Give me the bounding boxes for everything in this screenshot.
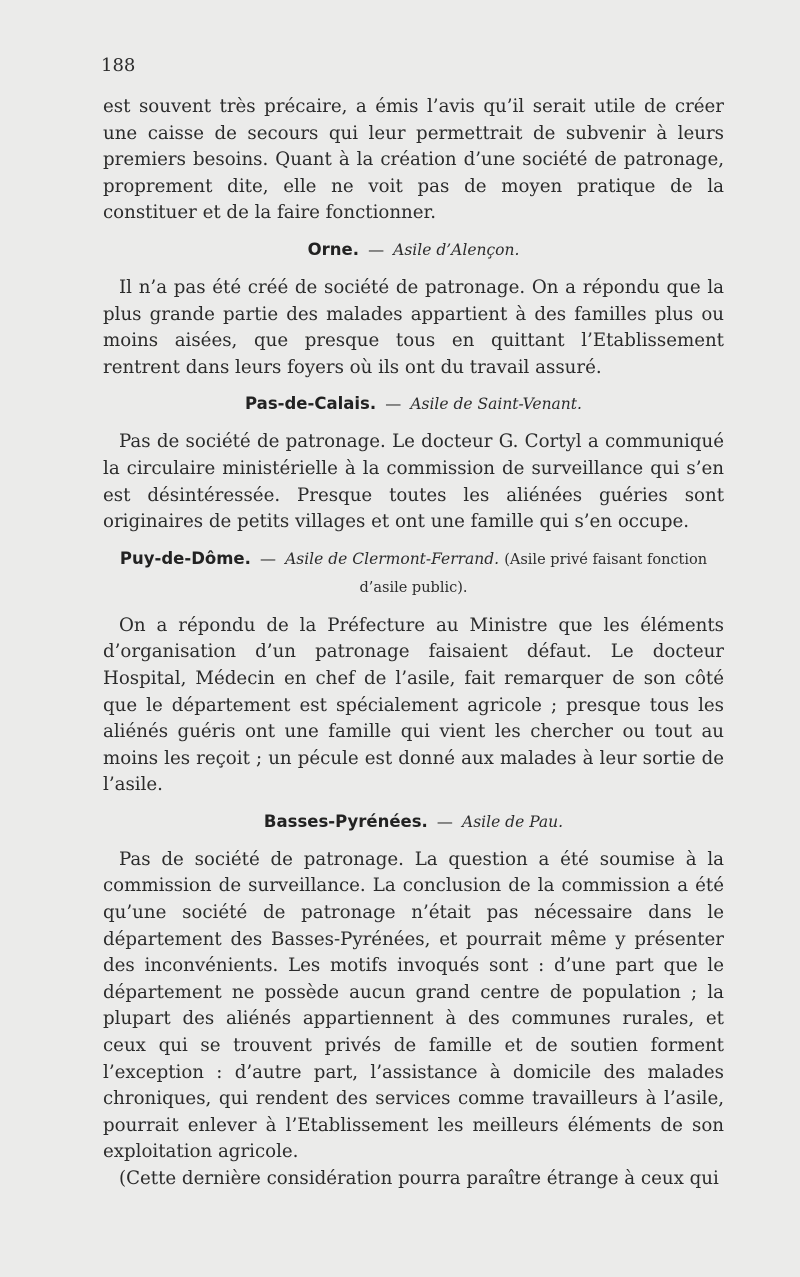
heading-dash: — xyxy=(385,394,402,414)
asylum-note-continued: d’asile public). xyxy=(359,579,468,596)
department-name: Basses-Pyrénées. xyxy=(263,811,428,831)
paragraph-pas-de-calais: Pas de société de patronage. Le docteur G. Cortyl a communiqué la circulaire ministérielle à la commission de surveillance qui s’en est désintéressée. Presque toutes les aliénées guéries sont originaires de petits villages et ont une famille qui s’en occupe. xyxy=(103,431,724,533)
paragraph-orne: Il n’a pas été créé de société de patronage. On a répondu que la plus grande partie des malades appartient à des familles plus ou moins aisées, que presque tous en quittant l’Etablissement rentrent dans leurs foyers où ils ont du travail assuré. xyxy=(103,276,724,378)
paragraph-closing: (Cette dernière considération pourra paraître étrange à ceux qui xyxy=(119,1168,719,1189)
asylum-note: (Asile privé faisant fonction xyxy=(504,551,708,568)
asylum-name: Asile d’Alençon. xyxy=(393,240,520,259)
paragraph-basses-pyrenees: Pas de société de patronage. La question a été soumise à la commission de surveillance. La conclusion de la commission a été qu’une société de patronage n’était pas nécessaire dans le département des Basses-Pyrénées, et pourrait même y présenter des inconvénients. Les motifs invoqués sont : d’une part que le département ne possède aucun grand centre de population ; la plupart des aliénés appartiennent à des communes rurales, et ceux qui se trouvent privés de famille et de soutien forment l’exception : d’autre part, l’assistance à domicile des malades chroniques, qui rendent des services comme travailleurs à l’asile, pourrait enlever à l’Etablissement les meilleurs éléments de son exploitation agricole. xyxy=(103,848,724,1163)
heading-dash: — xyxy=(368,239,385,259)
department-name: Orne. xyxy=(307,239,359,259)
paragraph-continued: est souvent très précaire, a émis l’avis qu’il serait utile de créer une caisse de secours qui leur permettrait de subvenir à leurs premiers besoins. Quant à la création d’une société de patronage, proprement dite, elle ne voit pas de moyen pratique de la constituer et de la faire fonctionner. xyxy=(103,96,724,224)
page-number: 188 xyxy=(101,55,136,76)
asylum-name: Asile de Saint-Venant. xyxy=(410,395,582,414)
heading-dash: — xyxy=(436,811,453,831)
department-name: Puy-de-Dôme. xyxy=(119,548,251,568)
paragraph-puy-de-dome: On a répondu de la Préfecture au Ministre que les éléments d’organisation d’un patronage faisaient défaut. Le docteur Hospital, Médecin en chef de l’asile, fait remarquer de son côté que le département est spécialement agricole ; presque tous les aliénés guéris ont une famille qui vient les chercher ou tout au moins les reçoit ; un pécule est donné aux malades à leur sortie de l’asile. xyxy=(103,614,724,796)
section-heading-orne xyxy=(103,239,724,261)
department-name: Pas-de-Calais. xyxy=(245,394,377,414)
page-body xyxy=(103,94,724,1193)
section-heading-puy-de-dome xyxy=(103,548,724,599)
asylum-name: Asile de Clermont-Ferrand. xyxy=(285,549,500,568)
asylum-name: Asile de Pau. xyxy=(462,812,564,831)
section-heading-basses-pyrenees xyxy=(103,811,724,833)
section-heading-pas-de-calais xyxy=(103,393,724,415)
heading-dash: — xyxy=(259,548,276,568)
